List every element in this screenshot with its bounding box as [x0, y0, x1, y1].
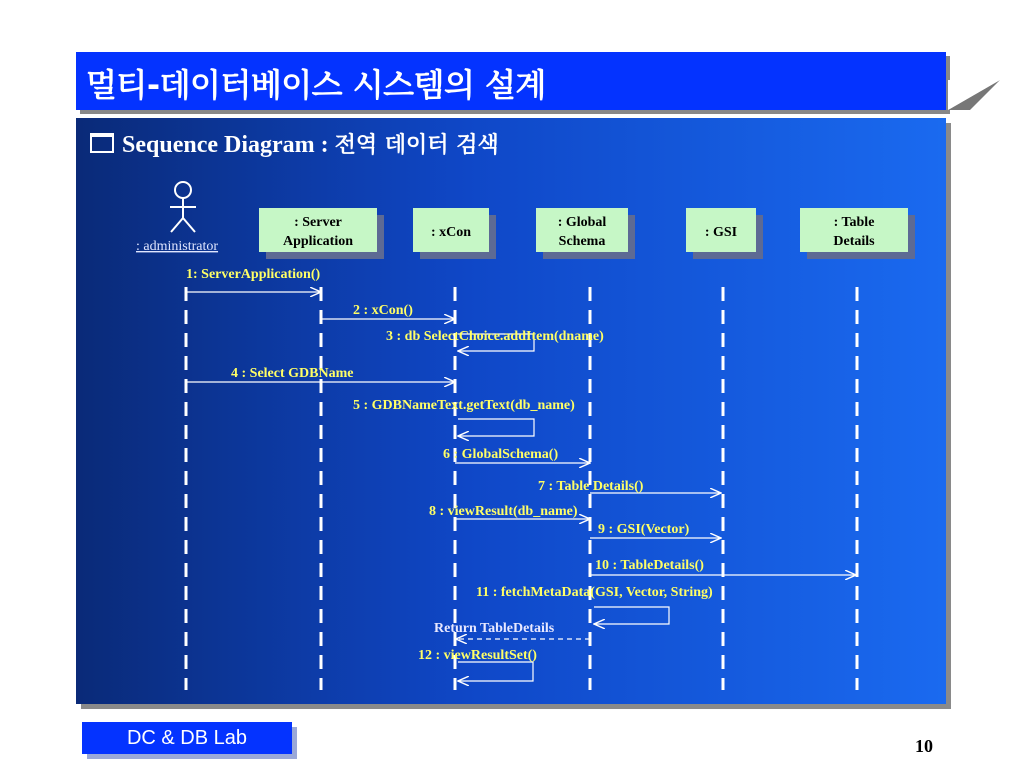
- message-arrow-12: [458, 662, 533, 681]
- svg-text:: GlobalSchema: : Global Schema: [557, 215, 607, 249]
- message-label-2: 2 : xCon(): [353, 303, 413, 318]
- message-labels: [186, 267, 713, 663]
- actor-label: : administrator: [136, 239, 219, 254]
- slide-title: 멀티-데이터베이스 시스템의 설계: [86, 66, 546, 104]
- message-label-11: 11 : fetchMetaData(GSI, Vector, String): [476, 585, 713, 600]
- message-label-9: 9 : GSI(Vector): [598, 522, 690, 537]
- svg-text:: GSI: : GSI: [704, 225, 738, 240]
- message-label-8: 8 : viewResult(db_name): [429, 504, 578, 519]
- lab-badge: DC & DB Lab: [82, 722, 292, 754]
- message-arrow-11: [594, 607, 669, 624]
- svg-text:: TableDetails: : Table Details: [833, 215, 875, 249]
- message-label-3: 3 : db SelectChoice.addItem(dname): [386, 329, 604, 344]
- message-label-5: 5 : GDBNameText.getText(db_name): [353, 398, 575, 413]
- message-label-4: 4 : Select GDBName: [231, 366, 354, 381]
- message-label-7: 7 : Table Details(): [538, 479, 644, 494]
- object-server-application: [259, 208, 384, 259]
- message-label-1: 1: ServerApplication(): [186, 267, 321, 282]
- subtitle-english: Sequence Diagram :: [122, 132, 335, 158]
- object-xcon: [413, 208, 496, 259]
- object-table-details: [800, 208, 915, 259]
- object-gsi: [686, 208, 763, 259]
- subtitle-korean: 전역 데이터 검색: [334, 133, 499, 158]
- message-label-6: 6 : GlobalSchema(): [443, 447, 559, 462]
- message-arrow-5: [458, 419, 534, 436]
- object-label: : Server Application: [282, 215, 354, 249]
- object-global-schema: [536, 208, 635, 259]
- page-number: 10: [915, 736, 933, 756]
- message-label-10: 10 : TableDetails(): [595, 558, 704, 573]
- svg-text:: xCon: : xCon: [430, 225, 472, 240]
- actor-figure: [170, 182, 196, 232]
- return-label: Return TableDetails: [434, 621, 555, 636]
- message-label-12: 12 : viewResultSet(): [418, 648, 537, 663]
